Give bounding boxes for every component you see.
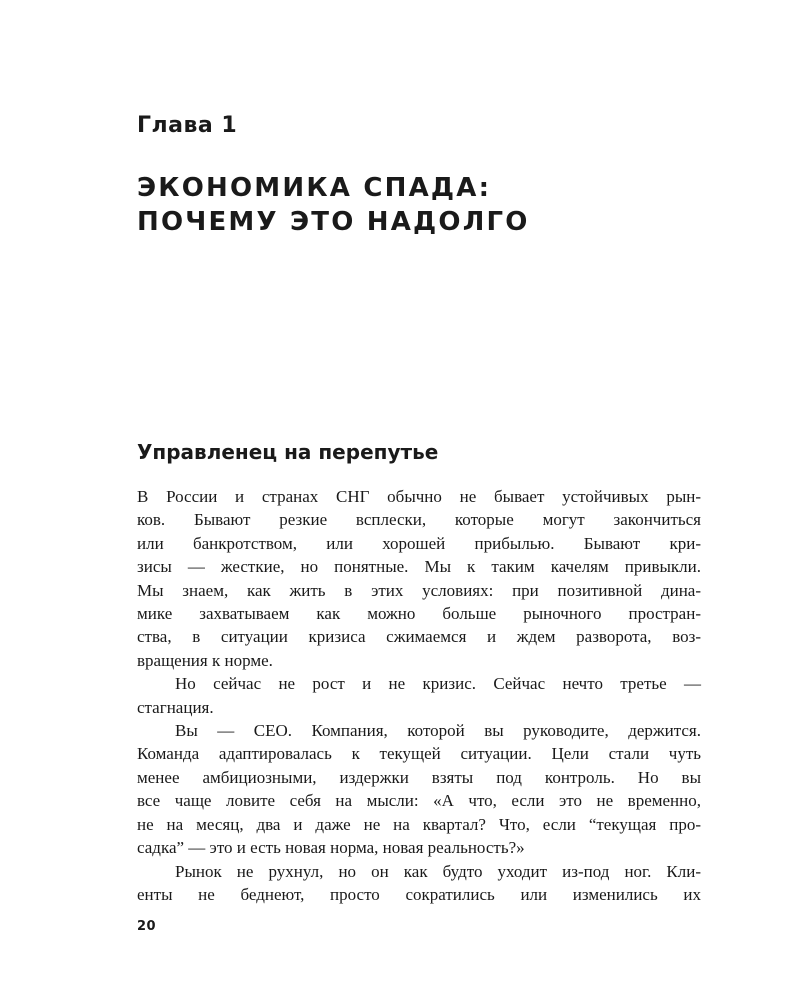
paragraph-3 [137, 719, 701, 859]
text-line: мике захватываем как можно больше рыночного простран- [137, 604, 701, 624]
paragraph-2 [137, 672, 701, 719]
chapter-title-line: ПОЧЕМУ ЭТО НАДОЛГО [137, 207, 530, 237]
text-line: стагнация. [137, 697, 214, 717]
body-text [137, 485, 701, 906]
text-line: Вы — CEO. Компания, которой вы руководите, держится. [175, 721, 701, 741]
chapter-label: Глава 1 [137, 113, 238, 138]
text-line: В России и странах СНГ обычно не бывает устойчивых рын- [137, 487, 701, 506]
paragraph-4 [137, 860, 701, 907]
text-line: ков. Бывают резкие всплески, которые могут закончиться [137, 510, 701, 530]
section-heading: Управленец на перепутье [137, 440, 439, 464]
text-line: Но сейчас не рост и не кризис. Сейчас нечто третье — [175, 674, 701, 694]
text-line: не на месяц, два и даже не на квартал? Что, если “текущая про- [137, 814, 701, 834]
text-line: вращения к норме. [137, 650, 273, 670]
page-number: 20 [137, 919, 157, 934]
paragraph-1 [137, 485, 701, 672]
text-line: Рынок не рухнул, но он как будто уходит из-под ног. Кли- [175, 861, 701, 881]
text-line: менее амбициозными, издержки взяты под контроль. Но вы [137, 767, 701, 787]
text-line: Мы знаем, как жить в этих условиях: при позитивной дина- [137, 580, 701, 600]
text-line: зисы — жесткие, но понятные. Мы к таким качелям привыкли. [137, 557, 701, 577]
chapter-title [137, 171, 697, 239]
text-line: садка” — это и есть новая норма, новая реальность?» [137, 838, 525, 858]
text-line: Команда адаптировалась к текущей ситуации. Цели стали чуть [137, 744, 701, 764]
text-line: енты не беднеют, просто сократились или изменились их [137, 884, 701, 904]
text-line: или банкротством, или хорошей прибылью. Бывают кри- [137, 533, 701, 553]
chapter-title-line: ЭКОНОМИКА СПАДА: [137, 173, 492, 203]
text-line: ства, в ситуации кризиса сжимаемся и ждем разворота, воз- [137, 627, 701, 647]
text-line: все чаще ловите себя на мысли: «А что, если это не временно, [137, 791, 701, 811]
